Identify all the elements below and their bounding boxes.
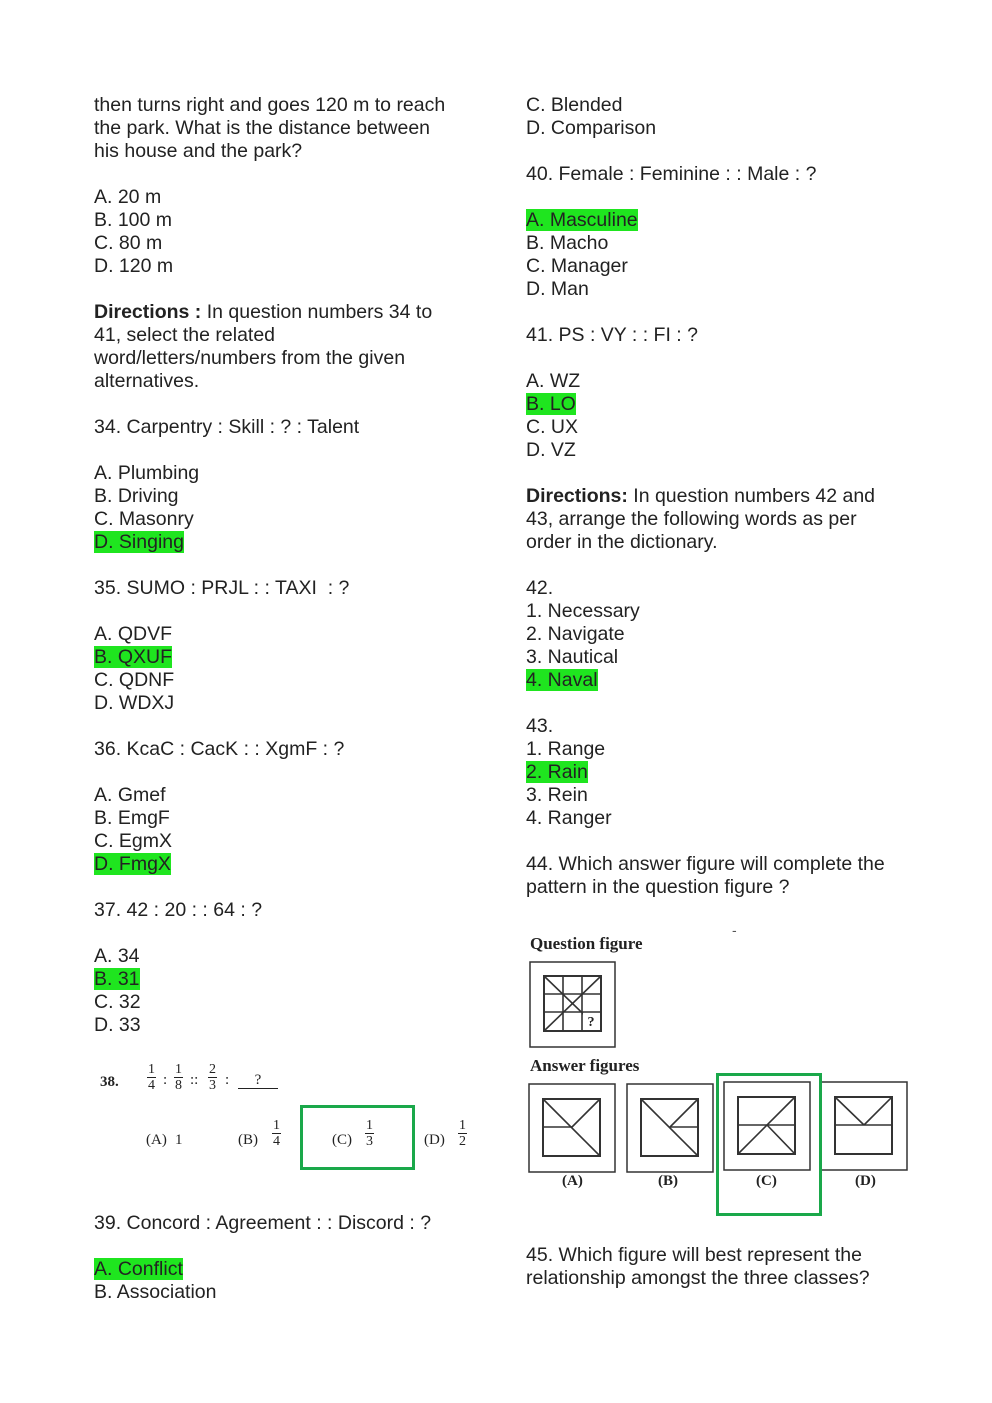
q40-option-a (526, 209, 906, 232)
q35-option-d: D. WDXJ (94, 692, 175, 714)
option-c-label: (C) (332, 1132, 352, 1148)
q42-item (526, 669, 906, 692)
q45-question: relationship amongst the three classes? (526, 1267, 870, 1289)
answer-label-b: (B) (658, 1173, 678, 1189)
answer-label-d: (D) (855, 1173, 876, 1189)
answer-figures-title: Answer figures (530, 1056, 640, 1075)
directions-34-41 (94, 301, 474, 324)
q37-question: 37. 42 : 20 : : 64 : ? (94, 899, 263, 921)
correct-answer-highlight: A. Conflict (94, 1258, 183, 1280)
q39-option-d: D. Comparison (526, 117, 657, 139)
q42-item: 3. Nautical (526, 646, 619, 668)
numerator: 1 (148, 1062, 155, 1077)
q44-question: pattern in the question figure ? (526, 876, 790, 898)
q37-option-c: C. 32 (94, 991, 141, 1013)
q35-option-c: C. QDNF (94, 669, 175, 691)
fraction (272, 1118, 281, 1149)
q45-block (526, 1244, 906, 1290)
q39-question: 39. Concord : Agreement : : Discord : ? (94, 1212, 432, 1234)
q40-option-d: D. Man (526, 278, 589, 300)
denominator: 4 (148, 1078, 155, 1093)
q38-answer-box (300, 1105, 415, 1170)
q34-option-b: B. Driving (94, 485, 179, 507)
q45-question: 45. Which figure will best represent the (526, 1244, 862, 1266)
q40-question: 40. Female : Feminine : : Male : ? (526, 163, 817, 185)
directions-line: order in the dictionary. (526, 531, 718, 553)
q43-item: 3. Rein (526, 784, 588, 806)
fraction (208, 1062, 217, 1093)
directions-line: alternatives. (94, 370, 200, 392)
q36-question: 36. KcaC : CacK : : XgmF : ? (94, 738, 345, 760)
correct-answer-highlight: B. LO (526, 393, 576, 415)
answer-figure-d (820, 1080, 910, 1172)
q36-option-c: C. EgmX (94, 830, 173, 852)
denominator: 8 (175, 1078, 182, 1093)
q34-question: 34. Carpentry : Skill : ? : Talent (94, 416, 360, 438)
question-figure (528, 960, 618, 1050)
q33-option-d: D. 120 m (94, 255, 174, 277)
q33-line: then turns right and goes 120 m to reach (94, 94, 446, 116)
answer-figure-b (626, 1082, 716, 1174)
numerator: 1 (459, 1118, 466, 1133)
answer-figure-a (528, 1082, 618, 1174)
q36-option-b: B. EmgF (94, 807, 170, 829)
q33-option-a: A. 20 m (94, 186, 162, 208)
q39-block (94, 1212, 474, 1304)
q42-item: 1. Necessary (526, 600, 640, 622)
directions-text: In question numbers 34 to (201, 301, 433, 323)
numerator: 1 (366, 1118, 373, 1133)
answer-label-a: (A) (562, 1173, 583, 1189)
q37-option-d: D. 33 (94, 1014, 141, 1036)
directions-42-43 (526, 485, 906, 508)
question-figure-title: Question figure (530, 934, 643, 953)
denominator: 3 (366, 1134, 373, 1149)
q42-item: 2. Navigate (526, 623, 625, 645)
missing-cell-mark: ? (587, 1015, 595, 1030)
directions-line: 43, arrange the following words as per (526, 508, 857, 530)
q38-figure (100, 1058, 480, 1178)
q41-option-c: C. UX (526, 416, 579, 438)
q44-question: 44. Which answer figure will complete the (526, 853, 885, 875)
answer-label-c: (C) (756, 1173, 777, 1189)
ratio-sign: : (163, 1072, 168, 1088)
q35-question: 35. SUMO : PRJL : : TAXI : ? (94, 577, 350, 599)
denominator: 4 (273, 1134, 280, 1149)
q39-option-b: B. Association (94, 1281, 217, 1303)
q40-option-b: B. Macho (526, 232, 609, 254)
numerator: 2 (209, 1062, 216, 1077)
q37-option-b (94, 968, 474, 991)
fraction (147, 1062, 156, 1093)
option-a-label: (A) (146, 1132, 167, 1148)
denominator: 2 (459, 1134, 466, 1149)
fraction (458, 1118, 467, 1149)
q41-question: 41. PS : VY : : FI : ? (526, 324, 698, 346)
correct-answer-highlight: B. QXUF (94, 646, 173, 668)
q37-option-a: A. 34 (94, 945, 140, 967)
directions-text: In question numbers 42 and (627, 485, 876, 507)
blank: ? (238, 1072, 278, 1089)
q33-line: his house and the park? (94, 140, 303, 162)
q41-option-d: D. VZ (526, 439, 576, 461)
ratio-sign: : (225, 1072, 230, 1088)
q33-option-c: C. 80 m (94, 232, 163, 254)
q34-option-c: C. Masonry (94, 508, 194, 530)
q40-option-c: C. Manager (526, 255, 628, 277)
correct-answer-highlight: D. Singing (94, 531, 184, 553)
q33-option-b: B. 100 m (94, 209, 173, 231)
directions-line: 41, select the related (94, 324, 276, 346)
numerator: 1 (273, 1118, 280, 1133)
denominator: 3 (209, 1078, 216, 1093)
directions-label: Directions: (526, 485, 628, 507)
correct-answer-highlight: D. FmgX (94, 853, 171, 875)
stray-mark: - (732, 922, 737, 938)
q34-option-a: A. Plumbing (94, 462, 200, 484)
option-a-value: 1 (175, 1132, 183, 1148)
q38-number: 38. (100, 1074, 119, 1090)
proportion-sign: :: (190, 1072, 199, 1088)
correct-answer-highlight: 2. Rain (526, 761, 588, 783)
q33-line: the park. What is the distance between (94, 117, 431, 139)
q43-item: 4. Ranger (526, 807, 612, 829)
q43-item (526, 761, 906, 784)
q42-question: 42. (526, 577, 554, 599)
directions-line: word/letters/numbers from the given (94, 347, 406, 369)
q35-option-a: A. QDVF (94, 623, 173, 645)
right-column (526, 94, 906, 899)
q39-option-a (94, 1258, 474, 1281)
left-column (94, 94, 474, 1037)
q43-question: 43. (526, 715, 554, 737)
q34-option-d (94, 531, 474, 554)
fraction (174, 1062, 183, 1093)
option-b-label: (B) (238, 1132, 258, 1148)
q41-option-a: A. WZ (526, 370, 581, 392)
q41-option-b (526, 393, 906, 416)
correct-answer-highlight: A. Masculine (526, 209, 638, 231)
q35-option-b (94, 646, 474, 669)
q43-item: 1. Range (526, 738, 606, 760)
correct-answer-highlight: B. 31 (94, 968, 140, 990)
option-d-label: (D) (424, 1132, 445, 1148)
q36-option-a: A. Gmef (94, 784, 166, 806)
q39-option-c: C. Blended (526, 94, 623, 116)
numerator: 1 (175, 1062, 182, 1077)
q36-option-d (94, 853, 474, 876)
directions-label: Directions : (94, 301, 202, 323)
correct-answer-highlight: 4. Naval (526, 669, 598, 691)
q44-answer-box (716, 1073, 822, 1216)
